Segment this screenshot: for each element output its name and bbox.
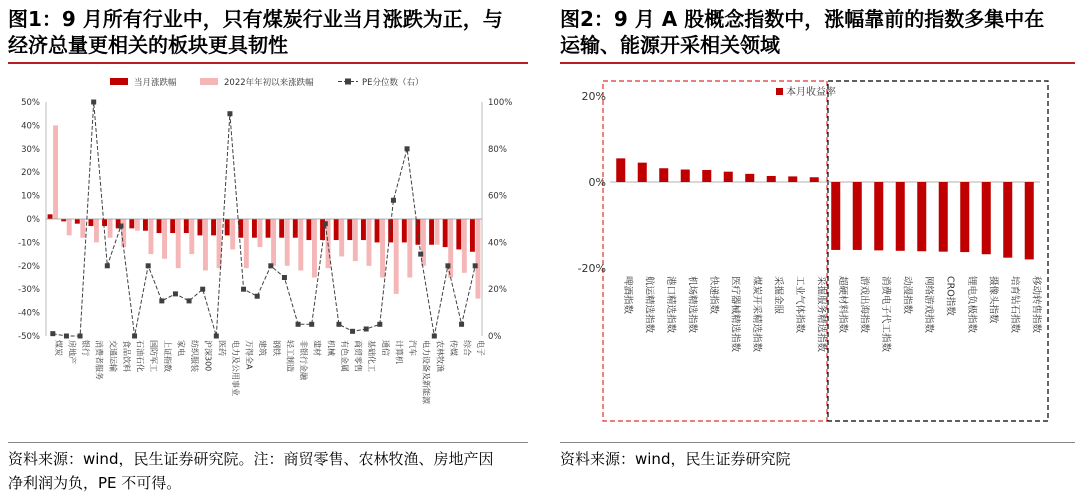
bar-monthly-return: [157, 219, 162, 233]
category-label: 移动转售指数: [1030, 276, 1042, 334]
bar-monthly-return: [102, 219, 107, 226]
pe-marker: [268, 263, 273, 268]
bar-monthly-return: [939, 182, 948, 252]
pe-marker: [350, 329, 355, 334]
bar-ytd-return: [230, 219, 235, 249]
bar-ytd-return: [189, 219, 194, 254]
fig2-source: 资料来源：wind，民生证券研究院: [560, 450, 791, 468]
pe-marker: [91, 100, 96, 105]
category-label: 综合: [462, 340, 472, 356]
fig1-title-line2: 经济总量更相关的板块更具韧性: [8, 33, 288, 57]
bar-ytd-return: [271, 219, 276, 266]
top-losers-box: [828, 81, 1048, 421]
category-label: 航运精选指数: [643, 276, 655, 334]
fig1-source-line1: 资料来源：wind，民生证券研究院。注：商贸零售、农林牧渔、房地产因: [8, 450, 494, 468]
bar-monthly-return: [896, 182, 905, 251]
category-label: 通信: [380, 340, 390, 356]
pe-marker: [64, 334, 69, 339]
y-tick-label: 0%: [588, 176, 606, 189]
category-label: 传媒: [448, 340, 458, 356]
bar-monthly-return: [1025, 182, 1034, 259]
y-left-tick-label: 20%: [21, 168, 40, 179]
bar-ytd-return: [462, 219, 467, 273]
pe-marker: [282, 275, 287, 280]
bar-ytd-return: [312, 219, 317, 278]
category-label: 快递指数: [707, 276, 719, 315]
category-label: 消费电子代工指数: [879, 276, 891, 353]
bar-monthly-return: [252, 219, 257, 238]
bar-monthly-return: [616, 158, 625, 182]
category-label: 医疗器械精选指数: [729, 276, 741, 353]
bar-monthly-return: [170, 219, 175, 233]
category-label: 机械: [326, 340, 336, 356]
bar-monthly-return: [75, 219, 80, 224]
category-label: 商贸零售: [353, 340, 363, 372]
category-label: 煤炭开采精选指数: [750, 276, 762, 353]
fig2-title-rule: [560, 62, 1075, 64]
pe-marker: [445, 263, 450, 268]
category-label: 万得全A: [244, 340, 254, 370]
bar-monthly-return: [402, 219, 407, 242]
legend-swatch: [776, 88, 783, 95]
bar-ytd-return: [298, 219, 303, 270]
concept-index-chart: [550, 66, 1078, 440]
bar-ytd-return: [339, 219, 344, 256]
y-right-tick-label: 0%: [488, 332, 502, 342]
y-right-tick-label: 60%: [488, 191, 507, 202]
bar-monthly-return: [266, 219, 271, 238]
fig1-source-rule: [8, 442, 528, 443]
category-label: 基础化工: [367, 340, 377, 372]
category-label: 上证指数: [162, 340, 172, 372]
bar-monthly-return: [225, 219, 230, 235]
y-left-tick-label: 50%: [21, 98, 40, 108]
y-left-tick-label: -20%: [18, 261, 40, 272]
category-label: 医药: [217, 340, 227, 356]
category-label: 动漫指数: [901, 276, 913, 315]
y-left-tick-label: 10%: [21, 191, 40, 202]
category-label: 消费者服务: [94, 340, 104, 380]
fig2-title-line1: 图2：9 月 A 股概念指数中，涨幅靠前的指数多集中在: [560, 7, 1045, 31]
bar-monthly-return: [810, 177, 819, 182]
y-left-tick-label: -40%: [18, 308, 40, 319]
pe-marker: [309, 322, 314, 327]
y-right-tick-label: 20%: [488, 285, 507, 296]
pe-marker: [296, 322, 301, 327]
bar-monthly-return: [470, 219, 475, 252]
category-label: 纺织服装: [190, 340, 200, 372]
category-label: 钢铁: [271, 340, 281, 356]
bar-monthly-return: [874, 182, 883, 250]
category-label: 啤酒指数: [621, 276, 633, 315]
bar-ytd-return: [244, 219, 249, 268]
category-label: 国防军工: [149, 340, 159, 372]
category-label: 沪深300: [203, 340, 213, 372]
bar-monthly-return: [48, 214, 53, 219]
legend-label-1: 当月涨跌幅: [134, 78, 177, 88]
bar-ytd-return: [407, 219, 412, 278]
pe-marker: [364, 326, 369, 331]
y-right-tick-label: 80%: [488, 144, 507, 155]
bar-monthly-return: [659, 168, 668, 182]
category-label: 电子: [476, 340, 486, 356]
bar-ytd-return: [80, 219, 85, 238]
category-label: 港口精选指数: [664, 276, 676, 334]
pe-marker: [105, 263, 110, 268]
category-label: 采掘金服: [772, 276, 784, 315]
bar-monthly-return: [702, 170, 711, 182]
bar-monthly-return: [211, 219, 216, 235]
y-tick-label: 20%: [581, 90, 606, 103]
category-label: 游戏出海指数: [858, 276, 870, 334]
legend-swatch-1: [110, 78, 128, 85]
pe-marker: [78, 334, 83, 339]
bar-monthly-return: [831, 182, 840, 250]
pe-marker: [336, 322, 341, 327]
pe-marker: [146, 263, 151, 268]
category-label: 超硬材料指数: [836, 276, 848, 334]
category-label: 交通运输: [108, 340, 118, 372]
bar-monthly-return: [361, 219, 366, 240]
category-label: 有色金属: [339, 340, 349, 372]
y-left-tick-label: 0%: [26, 215, 40, 225]
category-label: 家电: [176, 340, 186, 356]
bar-monthly-return: [143, 219, 148, 231]
top-gainers-box: [603, 81, 827, 421]
fig1-source-line2: 净利润为负，PE 不可得。: [8, 474, 182, 492]
pe-marker: [200, 287, 205, 292]
bar-ytd-return: [148, 219, 153, 254]
fig1-title-rule: [8, 62, 528, 64]
category-label: 房地产: [67, 340, 77, 364]
pe-marker: [118, 224, 123, 229]
category-label: 建材: [312, 340, 322, 356]
category-label: 机场精选指数: [686, 276, 698, 334]
legend-label-2: 2022年年初以来涨跌幅: [224, 78, 314, 88]
bar-monthly-return: [1003, 182, 1012, 258]
bar-ytd-return: [108, 219, 113, 238]
category-label: 建筑: [258, 340, 268, 356]
category-label: 采掘服务精选指数: [815, 276, 827, 353]
bar-ytd-return: [394, 219, 399, 294]
legend-marker-3: [345, 79, 351, 85]
bar-monthly-return: [745, 174, 754, 182]
category-label: 石油石化: [135, 340, 145, 372]
pe-marker: [459, 322, 464, 327]
category-label: 非银行金融: [299, 340, 309, 380]
category-label: 煤炭: [53, 340, 63, 356]
y-tick-label: -20%: [577, 262, 606, 275]
category-label: 工业气体指数: [793, 276, 805, 334]
legend-swatch-2: [200, 78, 218, 85]
bar-ytd-return: [53, 125, 58, 219]
pe-marker: [405, 146, 410, 151]
legend-label-3: PE分位数（右）: [362, 78, 424, 88]
category-label: 计算机: [394, 340, 404, 364]
category-label: 网络游戏指数: [922, 276, 934, 334]
category-label: 农林牧渔: [435, 340, 445, 372]
pe-marker: [173, 291, 178, 296]
category-label: 汽车: [408, 340, 418, 356]
bar-monthly-return: [334, 219, 339, 240]
y-left-tick-label: -50%: [18, 332, 40, 342]
bar-ytd-return: [366, 219, 371, 266]
category-label: 电力及公用事业: [230, 340, 240, 396]
legend-label: 本月收益率: [786, 87, 836, 98]
fig2-source-rule: [560, 442, 1075, 443]
bar-ytd-return: [353, 219, 358, 261]
y-left-tick-label: 30%: [21, 144, 40, 155]
pe-marker: [241, 287, 246, 292]
bar-ytd-return: [257, 219, 262, 247]
bar-monthly-return: [88, 219, 93, 226]
bar-monthly-return: [724, 172, 733, 182]
bar-ytd-return: [162, 219, 167, 259]
bar-ytd-return: [285, 219, 290, 266]
bar-ytd-return: [94, 219, 99, 242]
category-label: 锂电负极指数: [965, 276, 977, 334]
bar-monthly-return: [638, 163, 647, 182]
bar-monthly-return: [279, 219, 284, 238]
bar-monthly-return: [293, 219, 298, 238]
pe-marker: [418, 252, 423, 257]
category-label: 轻工制造: [285, 340, 295, 372]
bar-monthly-return: [429, 219, 434, 245]
bar-ytd-return: [380, 219, 385, 278]
industry-returns-chart: [0, 66, 530, 440]
bar-monthly-return: [347, 219, 352, 240]
pe-marker: [159, 298, 164, 303]
pe-marker: [432, 334, 437, 339]
bar-ytd-return: [135, 219, 140, 231]
pe-marker: [227, 111, 232, 116]
pe-marker: [132, 334, 137, 339]
pe-marker: [255, 294, 260, 299]
bar-monthly-return: [443, 219, 448, 247]
category-label: 摄像头指数: [987, 276, 999, 324]
bar-ytd-return: [203, 219, 208, 270]
pe-marker: [187, 298, 192, 303]
bar-ytd-return: [176, 219, 181, 268]
bar-monthly-return: [306, 219, 311, 240]
bar-monthly-return: [681, 170, 690, 182]
y-left-tick-label: -30%: [18, 285, 40, 296]
bar-monthly-return: [129, 219, 134, 228]
y-left-tick-label: 40%: [21, 121, 40, 132]
y-right-tick-label: 100%: [488, 98, 513, 108]
bar-monthly-return: [767, 176, 776, 182]
pe-marker: [50, 331, 55, 336]
bar-monthly-return: [197, 219, 202, 235]
fig2-title-line2: 运输、能源开采相关领域: [560, 33, 780, 57]
category-label: CRO指数: [944, 276, 956, 316]
bar-monthly-return: [917, 182, 926, 251]
y-left-tick-label: -10%: [18, 238, 40, 249]
bar-monthly-return: [982, 182, 991, 254]
bar-ytd-return: [435, 219, 440, 245]
pe-marker: [377, 322, 382, 327]
pe-marker: [391, 198, 396, 203]
bar-ytd-return: [67, 219, 72, 235]
bar-ytd-return: [475, 219, 480, 299]
fig1-title-line1: 图1：9 月所有行业中，只有煤炭行业当月涨跌为正，与: [8, 7, 503, 31]
pe-marker: [323, 221, 328, 226]
bar-monthly-return: [375, 219, 380, 242]
category-label: 食品饮料: [121, 340, 131, 372]
bar-monthly-return: [960, 182, 969, 252]
category-label: 银行: [81, 340, 91, 356]
bar-monthly-return: [184, 219, 189, 233]
pe-marker: [214, 334, 219, 339]
y-right-tick-label: 40%: [488, 238, 507, 249]
bar-monthly-return: [788, 176, 797, 182]
category-label: 电力设备及新能源: [421, 340, 431, 404]
pe-marker: [473, 263, 478, 268]
category-label: 培育钻石指数: [1008, 276, 1020, 334]
bar-monthly-return: [456, 219, 461, 249]
bar-monthly-return: [853, 182, 862, 250]
